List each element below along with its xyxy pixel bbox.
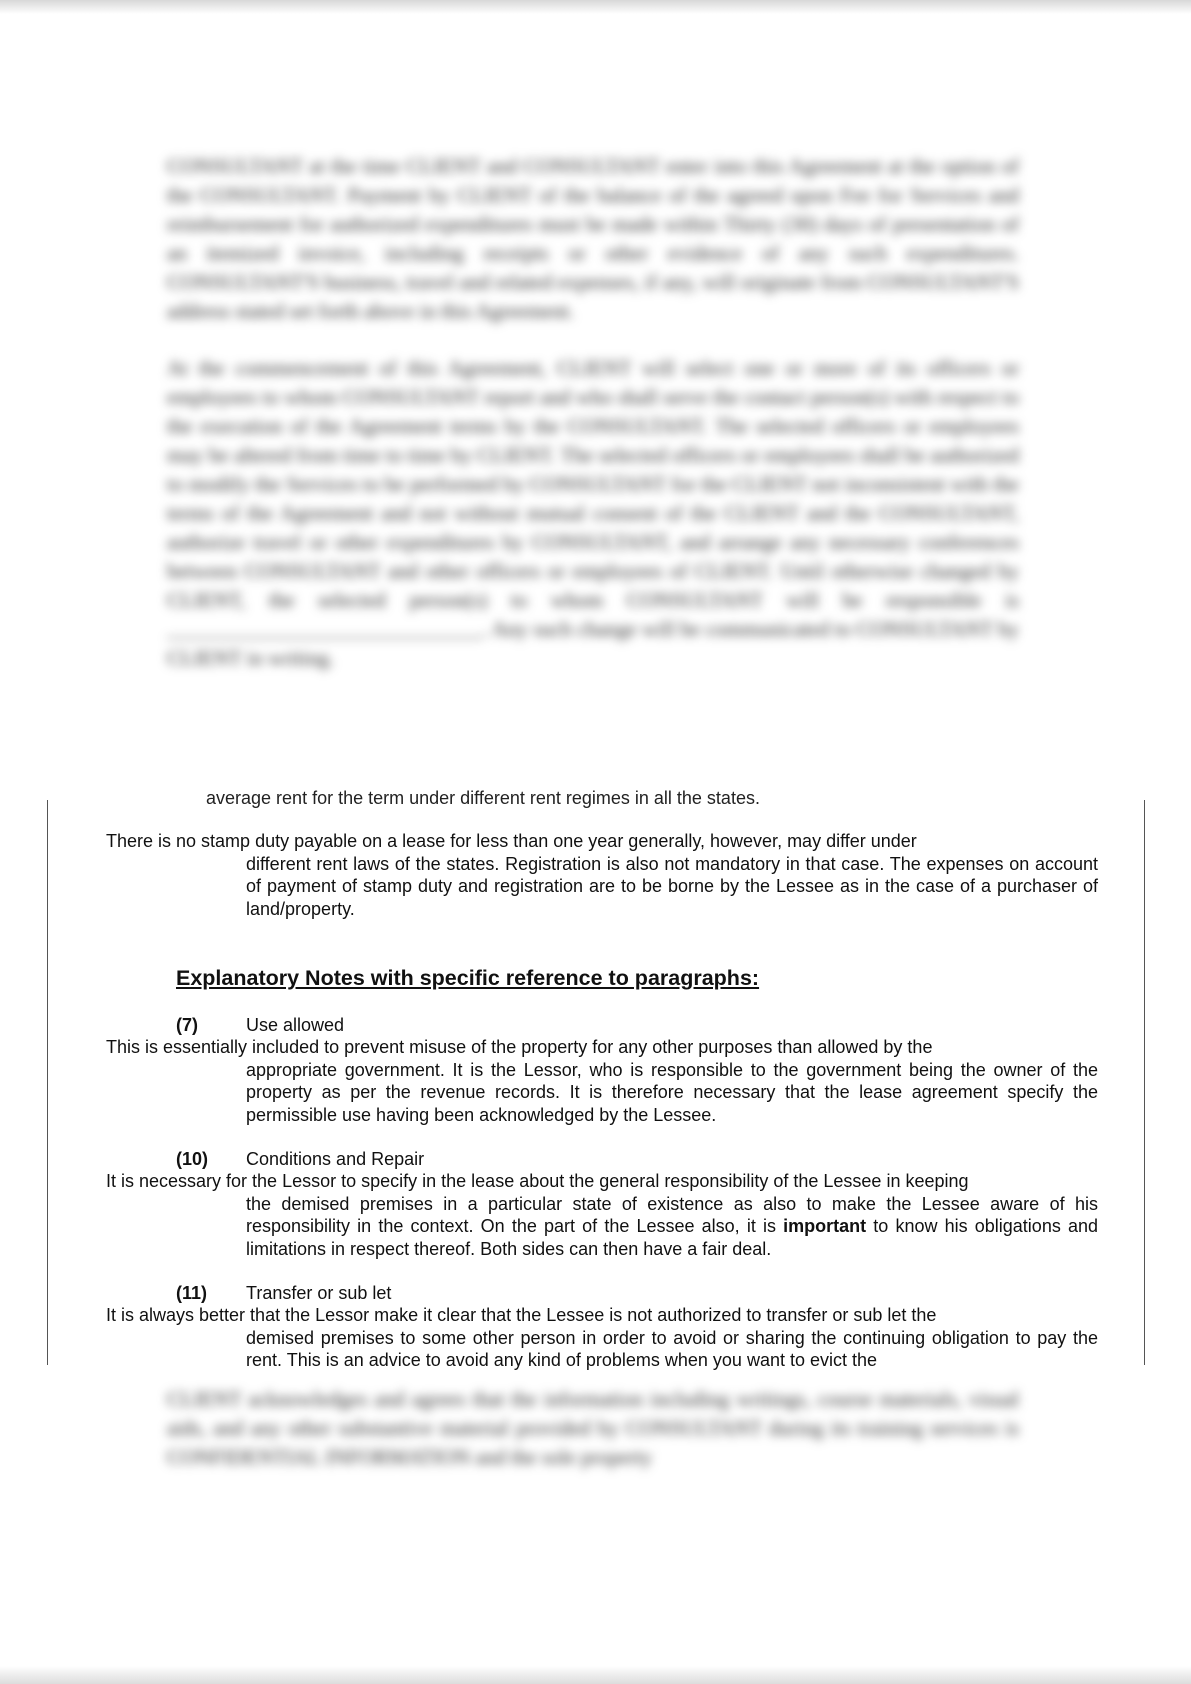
blurred-page-text-top <box>167 152 1019 701</box>
bold-emphasis: important <box>783 1216 867 1236</box>
bottom-shadow <box>0 1666 1191 1684</box>
item-11-paragraph <box>106 1304 1098 1372</box>
item-7-heading <box>176 1014 344 1037</box>
cut-off-text-line: average rent for the term under different rent regimes in all the states. <box>206 788 760 808</box>
blurred-paragraph: At the commencement of this Agreement, CLIENT will select one or more of its officers or employees to whom CONSULTANT report and who shall serve the contact person(s) with respect to the execution of the Agreement terms by the CONSULTANT. The selected officers or employees may be altered from time to time by CLIENT. The selected officers or employees shall be authorized to modify the Services to be performed by CONSULTANT for the CLIENT not inconsistent with the terms of the Agreement and not without mutual consent of the CLIENT and the CONSULTANT, authorize travel or other expenditures by CONSULTANT, and arrange any necessary conferences between CONSULTANT and other officers or employees of CLIENT. Until otherwise changed by CLIENT, the selected person(s) to whom CONSULTANT will be responsible is ______________________________. Any such change will be communicated to CONSULTANT by CLIENT in writing. <box>167 356 1019 670</box>
paragraph-first-line: It is always better that the Lessor make it clear that the Lessee is not authorized to transfer or sub let the <box>106 1305 937 1325</box>
explanatory-notes-heading: Explanatory Notes with specific reference to paragraphs: <box>176 966 760 990</box>
item-10-heading <box>176 1148 424 1171</box>
item-title: Conditions and Repair <box>246 1149 425 1169</box>
paragraph-body: appropriate government. It is the Lessor, who is responsible to the government being the owner of the property as per the revenue records. It is therefore necessary that the lease agreement specify the permissible use having been acknowledged by the Lessee. <box>246 1059 1098 1125</box>
top-shadow <box>0 0 1191 14</box>
item-7-paragraph <box>106 1036 1098 1126</box>
item-11-heading <box>176 1282 391 1305</box>
paragraph-body: demised premises to some other person in order to avoid or sharing the continuing obligation to pay the rent. This is an advice to avoid any kind of problems when you want to evict the <box>246 1327 1098 1370</box>
paragraph-first-line: This is essentially included to prevent misuse of the property for any other purposes than allowed by the <box>106 1037 933 1057</box>
paragraph-first-line: It is necessary for the Lessor to specify in the lease about the general responsibility of the Lessee in keeping <box>106 1171 969 1191</box>
item-title: Use allowed <box>246 1015 345 1035</box>
paragraph-text: to know his obligations and limitations in respect thereof. Both sides can then have a fair deal. <box>246 1216 1099 1259</box>
item-number: (10) <box>176 1149 209 1169</box>
blurred-paragraph: CLIENT acknowledges and agrees that the information including writings, course materials, visual aids, and any other substantive material provided by CONSULTANT during its training services is CONFIDENTIAL INFORMATION and the sole property <box>167 1387 1019 1469</box>
stamp-duty-paragraph <box>106 830 1098 920</box>
paragraph-text: the demised premises in a particular state of existence as also to make the Lessee aware of his responsibility in the context. On the part of the Lessee also, it is <box>246 1193 1098 1236</box>
item-number: (7) <box>176 1015 198 1035</box>
paragraph-first-line: There is no stamp duty payable on a lease for less than one year generally, however, may differ under <box>106 831 917 851</box>
blurred-page-text-bottom <box>167 1385 1019 1500</box>
paragraph-body: different rent laws of the states. Registration is also not mandatory in that case. The expenses on account of payment of stamp duty and registration are to be borne by the Lessee as in the case of a purchaser of land/property. <box>246 853 1098 919</box>
blurred-paragraph: CONSULTANT at the time CLIENT and CONSULTANT enter into this Agreement at the option of the CONSULTANT. Payment by CLIENT of the balance of the agreed upon Fee for Services and reimbursement for authorized expenditures must be made within Thirty (30) days of presentation of an itemized invoice, including receipts or other evidence of any such expenditures. CONSULTANT'S business, travel and related expenses, if any, will originate from CONSULTANT'S address stated set forth above in this Agreement. <box>167 154 1019 323</box>
item-title: Transfer or sub let <box>246 1283 392 1303</box>
item-number: (11) <box>176 1283 208 1303</box>
item-10-paragraph <box>106 1170 1098 1260</box>
paragraph-body <box>246 1193 1098 1261</box>
document-preview-window <box>47 788 1145 1370</box>
